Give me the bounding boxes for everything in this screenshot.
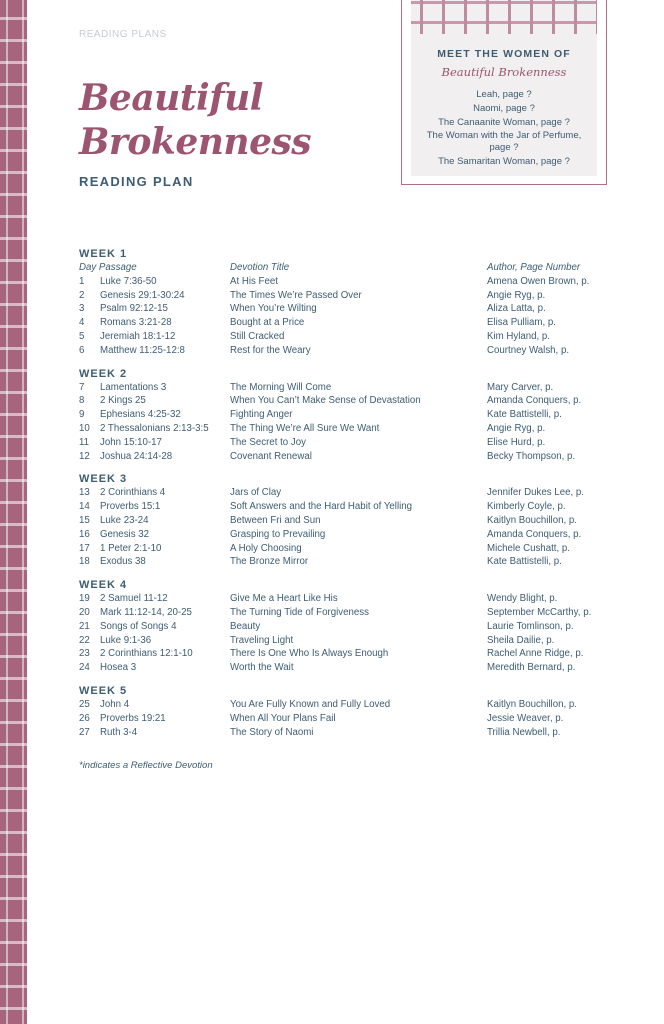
day-number: 18: [79, 556, 90, 568]
passage: Matthew 11:25-12:8: [100, 344, 185, 356]
table-row: [79, 422, 619, 436]
devotion-title: Beauty: [230, 620, 261, 632]
sidebar-woman-item: Naomi, page ?: [473, 102, 535, 114]
passage: Luke 23-24: [100, 514, 149, 526]
devotion-title: There Is One Who Is Always Enough: [230, 648, 389, 660]
passage: Luke 9:1-36: [100, 634, 152, 646]
passage: 2 Kings 25: [100, 395, 146, 407]
author: Mary Carver, p.: [487, 381, 554, 393]
day-number: 12: [79, 450, 90, 462]
week-section: [79, 578, 619, 675]
table-row: [79, 620, 619, 634]
sidebar-women-list: [419, 89, 589, 170]
passage: Luke 7:36-50: [100, 275, 157, 287]
author: Kaitlyn Bouchillon, p.: [487, 698, 577, 710]
table-row: [79, 712, 619, 726]
author: Trillia Newbell, p.: [487, 726, 561, 738]
passage: John 15:10-17: [100, 436, 162, 448]
section-label: READING PLANS: [79, 29, 167, 40]
author: Meredith Bernard, p.: [487, 662, 576, 674]
table-row: [79, 698, 619, 712]
sidebar-woman-item: The Samaritan Woman, page ?: [438, 156, 570, 168]
devotion-title: Rest for the Weary: [230, 344, 311, 356]
author: Kimberly Coyle, p.: [487, 501, 566, 513]
week-section: [79, 247, 619, 358]
devotion-title: Between Fri and Sun: [230, 514, 321, 526]
table-row: [79, 316, 619, 330]
day-number: 4: [79, 317, 85, 329]
devotion-title: At His Feet: [230, 275, 278, 287]
table-header-row: [79, 261, 619, 275]
devotion-title: Jars of Clay: [230, 487, 282, 499]
devotion-title: Bought at a Price: [230, 317, 305, 329]
devotion-title: Covenant Renewal: [230, 450, 312, 462]
week-heading: WEEK 5: [79, 684, 128, 697]
day-number: 7: [79, 381, 85, 393]
page-subtitle: READING PLAN: [79, 174, 194, 189]
day-number: 23: [79, 648, 90, 660]
day-number: 6: [79, 344, 85, 356]
day-number: 26: [79, 712, 90, 724]
devotion-title: The Story of Naomi: [230, 726, 314, 738]
devotion-title: Worth the Wait: [230, 662, 294, 674]
author: Wendy Blight, p.: [487, 593, 558, 605]
table-row: [79, 500, 619, 514]
day-number: 15: [79, 514, 90, 526]
passage: Romans 3:21-28: [100, 317, 172, 329]
author: Kate Battistelli, p.: [487, 409, 562, 421]
author: Courtney Walsh, p.: [487, 344, 570, 356]
table-row: [79, 592, 619, 606]
table-row: [79, 606, 619, 620]
day-number: 9: [79, 409, 85, 421]
decorative-side-strip: [0, 0, 27, 1024]
devotion-title: Give Me a Heart Like His: [230, 593, 338, 605]
week-heading: WEEK 1: [79, 248, 128, 260]
passage: 2 Corinthians 4: [100, 487, 166, 499]
author: Elise Hurd, p.: [487, 436, 546, 448]
table-row: [79, 542, 619, 556]
devotion-title: The Times We’re Passed Over: [230, 289, 362, 301]
sidebar-woman-item: The Woman with the Jar of Perfume, page ?: [426, 130, 582, 154]
week-section: [79, 684, 619, 739]
day-number: 27: [79, 726, 90, 738]
table-row: [79, 302, 619, 316]
week-heading: WEEK 3: [79, 473, 128, 486]
decorative-pattern: [411, 0, 597, 34]
author: September McCarthy, p.: [487, 606, 592, 618]
header-day-passage: Day Passage: [79, 262, 137, 273]
devotion-title: You Are Fully Known and Fully Loved: [230, 698, 391, 710]
day-number: 13: [79, 487, 90, 499]
day-number: 19: [79, 593, 90, 605]
author: Amanda Conquers, p.: [487, 395, 582, 407]
passage: Genesis 29:1-30:24: [100, 289, 185, 301]
table-row: [79, 436, 619, 450]
author: Sheila Dailie, p.: [487, 634, 555, 646]
day-number: 25: [79, 698, 90, 710]
day-number: 21: [79, 620, 90, 632]
day-number: 5: [79, 330, 85, 342]
sidebar-subheading: Beautiful Brokenness: [441, 65, 567, 79]
devotion-title: Soft Answers and the Hard Habit of Yelling: [230, 501, 413, 513]
table-row: [79, 289, 619, 303]
day-number: 1: [79, 275, 85, 287]
women-sidebar-panel: [411, 0, 597, 176]
day-number: 14: [79, 501, 90, 513]
day-number: 11: [79, 436, 90, 448]
author: Michele Cushatt, p.: [487, 542, 570, 554]
author: Angie Ryg, p.: [487, 289, 546, 301]
author: Becky Thompson, p.: [487, 450, 576, 462]
header-author-page: Author, Page Number: [487, 262, 581, 273]
passage: Exodus 38: [100, 556, 146, 568]
table-row: [79, 634, 619, 648]
author: Kim Hyland, p.: [487, 330, 550, 342]
sidebar-heading: MEET THE WOMEN OF: [437, 48, 571, 60]
devotion-title: A Holy Choosing: [230, 542, 302, 554]
devotion-title: The Bronze Mirror: [230, 556, 309, 568]
table-row: [79, 514, 619, 528]
week-heading: WEEK 4: [79, 579, 128, 592]
devotion-title: Grasping to Prevailing: [230, 528, 326, 540]
week-section: [79, 472, 619, 569]
devotion-title: When You’re Wilting: [230, 303, 317, 315]
table-row: [79, 647, 619, 661]
author: Elisa Pulliam, p.: [487, 317, 556, 329]
passage: Hosea 3: [100, 662, 137, 674]
table-row: [79, 528, 619, 542]
table-row: [79, 555, 619, 569]
passage: Proverbs 19:21: [100, 712, 166, 724]
passage: 2 Thessalonians 2:13-3:5: [100, 422, 209, 434]
passage: Psalm 92:12-15: [100, 303, 168, 315]
table-row: [79, 408, 619, 422]
week-heading: WEEK 2: [79, 367, 128, 380]
passage: Songs of Songs 4: [100, 620, 177, 632]
passage: Genesis 32: [100, 528, 150, 540]
day-number: 22: [79, 634, 90, 646]
devotion-title: Traveling Light: [230, 634, 294, 646]
sidebar-woman-item: Leah, page ?: [476, 89, 532, 100]
author: Jennifer Dukes Lee, p.: [487, 487, 584, 499]
passage: Joshua 24:14-28: [100, 450, 173, 462]
passage: Jeremiah 18:1-12: [100, 330, 176, 342]
table-row: [79, 344, 619, 358]
page-title-line1: Beautiful: [79, 77, 263, 119]
table-row: [79, 394, 619, 408]
table-row: [79, 275, 619, 289]
day-number: 20: [79, 606, 90, 618]
passage: Mark 11:12-14, 20-25: [100, 606, 192, 618]
day-number: 10: [79, 422, 90, 434]
table-row: [79, 726, 619, 740]
reading-plan-table: [79, 247, 619, 748]
table-row: [79, 486, 619, 500]
day-number: 2: [79, 289, 85, 301]
author: Kaitlyn Bouchillon, p.: [487, 514, 577, 526]
author: Angie Ryg, p.: [487, 422, 546, 434]
passage: Ephesians 4:25-32: [100, 409, 181, 421]
author: Jessie Weaver, p.: [487, 712, 564, 724]
author: Rachel Anne Ridge, p.: [487, 648, 584, 660]
passage: Lamentations 3: [100, 381, 167, 393]
day-number: 24: [79, 662, 90, 674]
day-number: 8: [79, 395, 85, 407]
table-row: [79, 661, 619, 675]
passage: 2 Corinthians 12:1-10: [100, 648, 193, 660]
devotion-title: The Morning Will Come: [230, 381, 332, 393]
author: Aliza Latta, p.: [487, 303, 546, 315]
page-title: [79, 76, 311, 164]
sidebar-woman-item: The Canaanite Woman, page ?: [438, 116, 570, 128]
devotion-title: The Thing We’re All Sure We Want: [230, 422, 380, 434]
author: Kate Battistelli, p.: [487, 556, 562, 568]
passage: 2 Samuel 11-12: [100, 593, 168, 605]
passage: 1 Peter 2:1-10: [100, 542, 162, 554]
women-sidebar-box: [401, 0, 607, 185]
author: Amena Owen Brown, p.: [487, 275, 590, 287]
passage: John 4: [100, 698, 130, 710]
devotion-title: When All Your Plans Fail: [230, 712, 336, 724]
table-row: [79, 330, 619, 344]
footnote: *indicates a Reflective Devotion: [79, 760, 213, 771]
devotion-title: When You Can’t Make Sense of Devastation: [230, 395, 421, 407]
devotion-title: The Secret to Joy: [230, 436, 306, 448]
author: Laurie Tomlinson, p.: [487, 620, 574, 632]
day-number: 3: [79, 303, 85, 315]
table-row: [79, 381, 619, 395]
devotion-title: Still Cracked: [230, 330, 285, 342]
devotion-title: Fighting Anger: [230, 409, 293, 421]
week-section: [79, 367, 619, 464]
day-number: 16: [79, 528, 90, 540]
header-devotion-title: Devotion Title: [230, 262, 290, 273]
day-number: 17: [79, 542, 90, 554]
page-title-line2: Brokenness: [79, 121, 312, 163]
devotion-title: The Turning Tide of Forgiveness: [230, 606, 369, 618]
passage: Proverbs 15:1: [100, 501, 161, 513]
passage: Ruth 3-4: [100, 726, 138, 738]
author: Amanda Conquers, p.: [487, 528, 582, 540]
table-row: [79, 450, 619, 464]
